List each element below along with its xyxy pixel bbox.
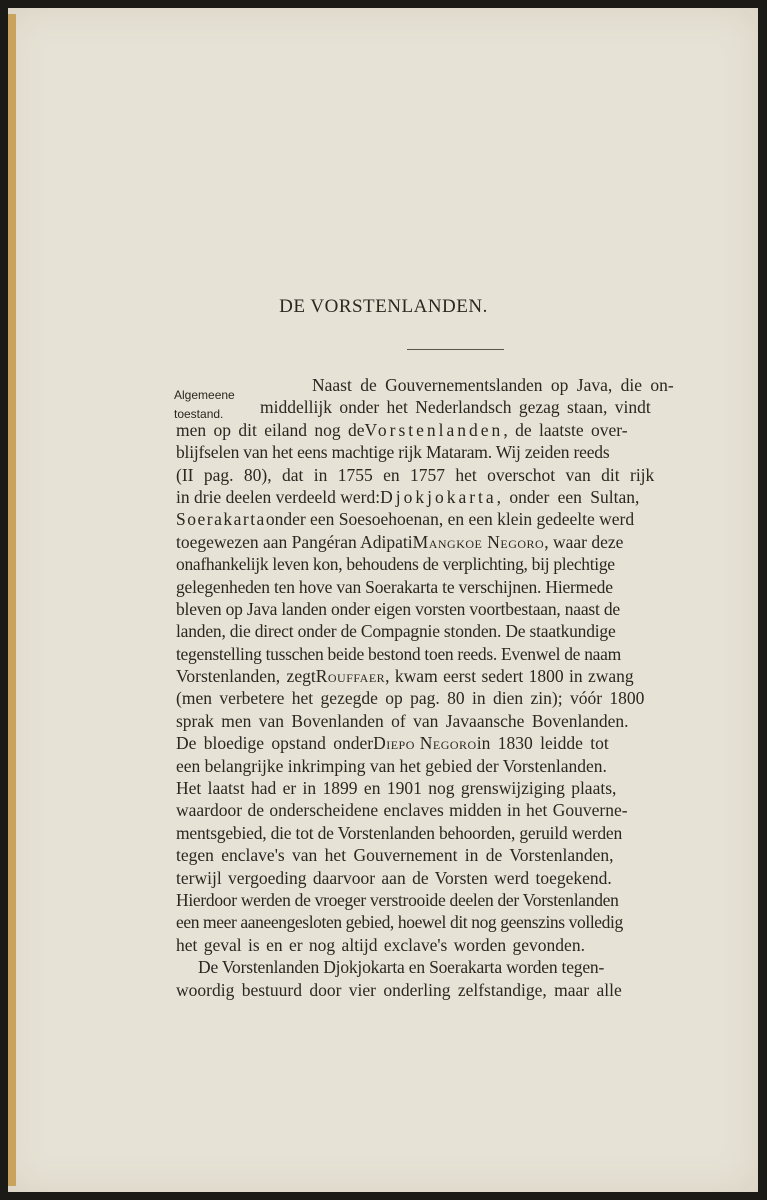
text-line bbox=[176, 464, 740, 486]
text-span: men op dit eiland nog de bbox=[176, 419, 365, 440]
text-span: , kwam eerst sedert 1800 in zwang bbox=[385, 666, 634, 687]
text-line bbox=[176, 508, 740, 530]
text-span: landen, die direct onder de Compagnie stonden. De staatkundige bbox=[176, 621, 616, 642]
text-line bbox=[176, 687, 740, 709]
text-line bbox=[260, 396, 740, 418]
small-caps-name: Diepo Negoro bbox=[373, 733, 477, 754]
text-line bbox=[176, 598, 740, 620]
text-span: De bloedige opstand onder bbox=[176, 733, 374, 754]
text-span: woordig bestuurd door vier onderling zelfstandige, maar alle bbox=[176, 979, 622, 1000]
text-line bbox=[176, 934, 740, 956]
text-line bbox=[176, 419, 740, 441]
text-span: De Vorstenlanden Djokjokarta en Soerakarta worden tegen- bbox=[198, 957, 605, 978]
text-line bbox=[176, 576, 740, 598]
text-span: (II pag. 80), dat in 1755 en 1757 het overschot van dit rijk bbox=[176, 464, 655, 485]
text-span: Het laatst had er in 1899 en 1901 nog grenswijziging plaats, bbox=[176, 778, 617, 799]
text-span: toegewezen aan Pangéran Adipati bbox=[176, 531, 413, 552]
text-span: (men verbetere het gezegde op pag. 80 in dien zin); vóór 1800 bbox=[176, 688, 645, 709]
text-span: tegen enclave's van het Gouvernement in de Vorstenlanden, bbox=[176, 845, 614, 866]
text-span: , waar deze bbox=[544, 531, 624, 552]
spaced-term: Djokjokarta bbox=[380, 486, 497, 507]
text-line bbox=[176, 486, 740, 508]
text-line bbox=[176, 441, 740, 463]
margin-note-line: toestand. bbox=[174, 407, 224, 421]
text-line bbox=[176, 822, 740, 844]
text-span: middellijk onder het Nederlandsch gezag staan, vindt bbox=[260, 397, 651, 418]
text-line bbox=[176, 979, 740, 1001]
text-span: Naast de Gouvernementslanden op Java, die on- bbox=[312, 375, 674, 395]
text-line bbox=[176, 531, 740, 553]
spaced-term: Soerakarta bbox=[176, 509, 266, 530]
text-line bbox=[176, 755, 740, 777]
small-caps-name: Mangkoe Negoro bbox=[412, 531, 545, 552]
text-span: , de laatste over- bbox=[503, 419, 628, 440]
body-text bbox=[176, 374, 740, 1001]
text-span: een meer aaneengesloten gebied, hoewel dit nog geenszins volledig bbox=[176, 912, 623, 933]
text-span: waardoor de onderscheidene enclaves midden in het Gouverne- bbox=[176, 800, 628, 821]
text-line bbox=[176, 710, 740, 732]
small-caps-name: Rouffaer bbox=[315, 666, 386, 687]
text-span: in drie deelen verdeeld werd: bbox=[176, 486, 381, 507]
text-span: het geval is en er nog altijd exclave's worden gevonden. bbox=[176, 934, 585, 955]
text-line bbox=[176, 867, 740, 889]
text-span: onder een Soesoehoenan, en een klein gedeelte werd bbox=[265, 509, 635, 530]
text-span: in 1830 leidde tot bbox=[476, 733, 609, 754]
text-span: sprak men van Bovenlanden of van Javaansche Bovenlanden. bbox=[176, 710, 629, 731]
text-span: Vorstenlanden, zegt bbox=[176, 666, 316, 687]
text-span: , onder een Sultan, bbox=[496, 486, 640, 507]
text-line bbox=[198, 956, 740, 978]
text-line bbox=[176, 620, 740, 642]
text-span: gelegenheden ten hove van Soerakarta te verschijnen. Hiermede bbox=[176, 576, 613, 597]
text-line bbox=[176, 844, 740, 866]
chapter-title: DE VORSTENLANDEN. bbox=[279, 296, 488, 317]
page-binding-edge bbox=[8, 14, 16, 1186]
text-span: onafhankelijk leven kon, behoudens de verplichting, bij plechtige bbox=[176, 554, 615, 575]
margin-note-line: Algemeene bbox=[174, 388, 235, 402]
text-line bbox=[176, 665, 740, 687]
text-span: Hierdoor werden de vroeger verstrooide deelen der Vorstenlanden bbox=[176, 889, 619, 910]
text-span: terwijl vergoeding daarvoor aan de Vorsten werd toegekend. bbox=[176, 867, 612, 888]
text-line bbox=[176, 643, 740, 665]
text-line bbox=[176, 777, 740, 799]
text-span: tegenstelling tusschen beide bestond toen reeds. Evenwel de naam bbox=[176, 643, 621, 664]
text-line bbox=[176, 732, 740, 754]
text-line bbox=[176, 553, 740, 575]
title-divider bbox=[407, 349, 504, 350]
text-line bbox=[176, 889, 740, 911]
text-line bbox=[176, 799, 740, 821]
text-span: blijfselen van het eens machtige rijk Mataram. Wij zeiden reeds bbox=[176, 442, 610, 463]
text-span: bleven op Java landen onder eigen vorsten voortbestaan, naast de bbox=[176, 598, 620, 619]
text-line bbox=[176, 911, 740, 933]
text-span: mentsgebied, die tot de Vorstenlanden behoorden, geruild werden bbox=[176, 822, 623, 843]
spaced-term: Vorstenlanden bbox=[364, 419, 504, 440]
text-span bbox=[176, 419, 628, 441]
text-line bbox=[312, 374, 740, 396]
text-span: een belangrijke inkrimping van het gebied der Vorstenlanden. bbox=[176, 755, 607, 776]
